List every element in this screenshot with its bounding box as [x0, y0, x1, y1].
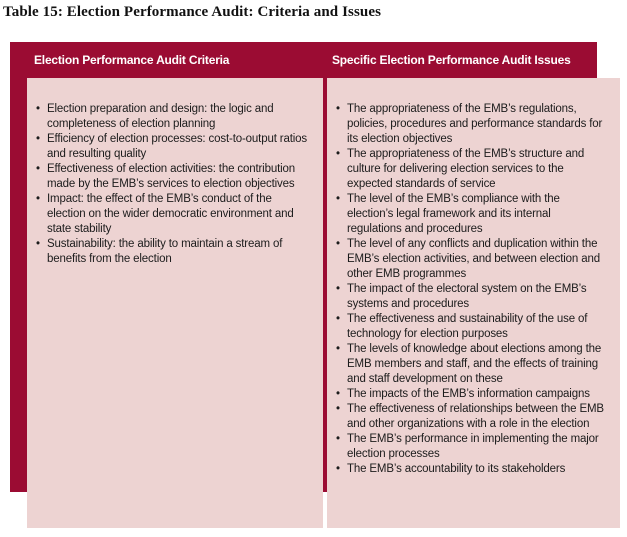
list-item: • The appropriateness of the EMB’s structure and culture for delivering election services to the expected standards of service — [336, 147, 608, 192]
table-title: Table 15: Election Performance Audit: Criteria and Issues — [3, 4, 382, 20]
list-item: • The appropriateness of the EMB’s regulations, policies, procedures and performance standards for its election objectives — [336, 102, 608, 147]
list-item: • The effectiveness and sustainability of the use of technology for election purposes — [336, 312, 608, 342]
list-item: • Efficiency of election processes: cost-to-output ratios and resulting quality — [36, 132, 311, 162]
list-item: • Effectiveness of election activities: the contribution made by the EMB’s services to election objectives — [36, 162, 311, 192]
list-item: • The EMB’s accountability to its stakeholders — [336, 462, 608, 477]
column-header-criteria: Election Performance Audit Criteria — [34, 53, 230, 67]
list-item: • Election preparation and design: the logic and completeness of election planning — [36, 102, 311, 132]
list-item: • The impacts of the EMB’s information campaigns — [336, 387, 608, 402]
list-item: • The EMB’s performance in implementing the major election processes — [336, 432, 608, 462]
list-item: • Sustainability: the ability to maintain a stream of benefits from the election — [36, 237, 311, 267]
issues-cell — [327, 78, 620, 528]
list-item: • Impact: the effect of the EMB’s conduct of the election on the wider democratic environment and state stability — [36, 192, 311, 237]
list-item: • The impact of the electoral system on the EMB’s systems and procedures — [336, 282, 608, 312]
list-item: • The levels of knowledge about elections among the EMB members and staff, and the effects of training and staff development on these — [336, 342, 608, 387]
criteria-list — [27, 78, 323, 267]
column-header-issues: Specific Election Performance Audit Issues — [332, 53, 571, 67]
list-item: • The level of any conflicts and duplication within the EMB’s election activities, and between election and other EMB programmes — [336, 237, 608, 282]
issues-list — [327, 78, 620, 477]
list-item: • The level of the EMB’s compliance with the election’s legal framework and its internal regulations and procedures — [336, 192, 608, 237]
criteria-cell — [27, 78, 323, 528]
list-item: • The effectiveness of relationships between the EMB and other organizations with a role in the election — [336, 402, 608, 432]
